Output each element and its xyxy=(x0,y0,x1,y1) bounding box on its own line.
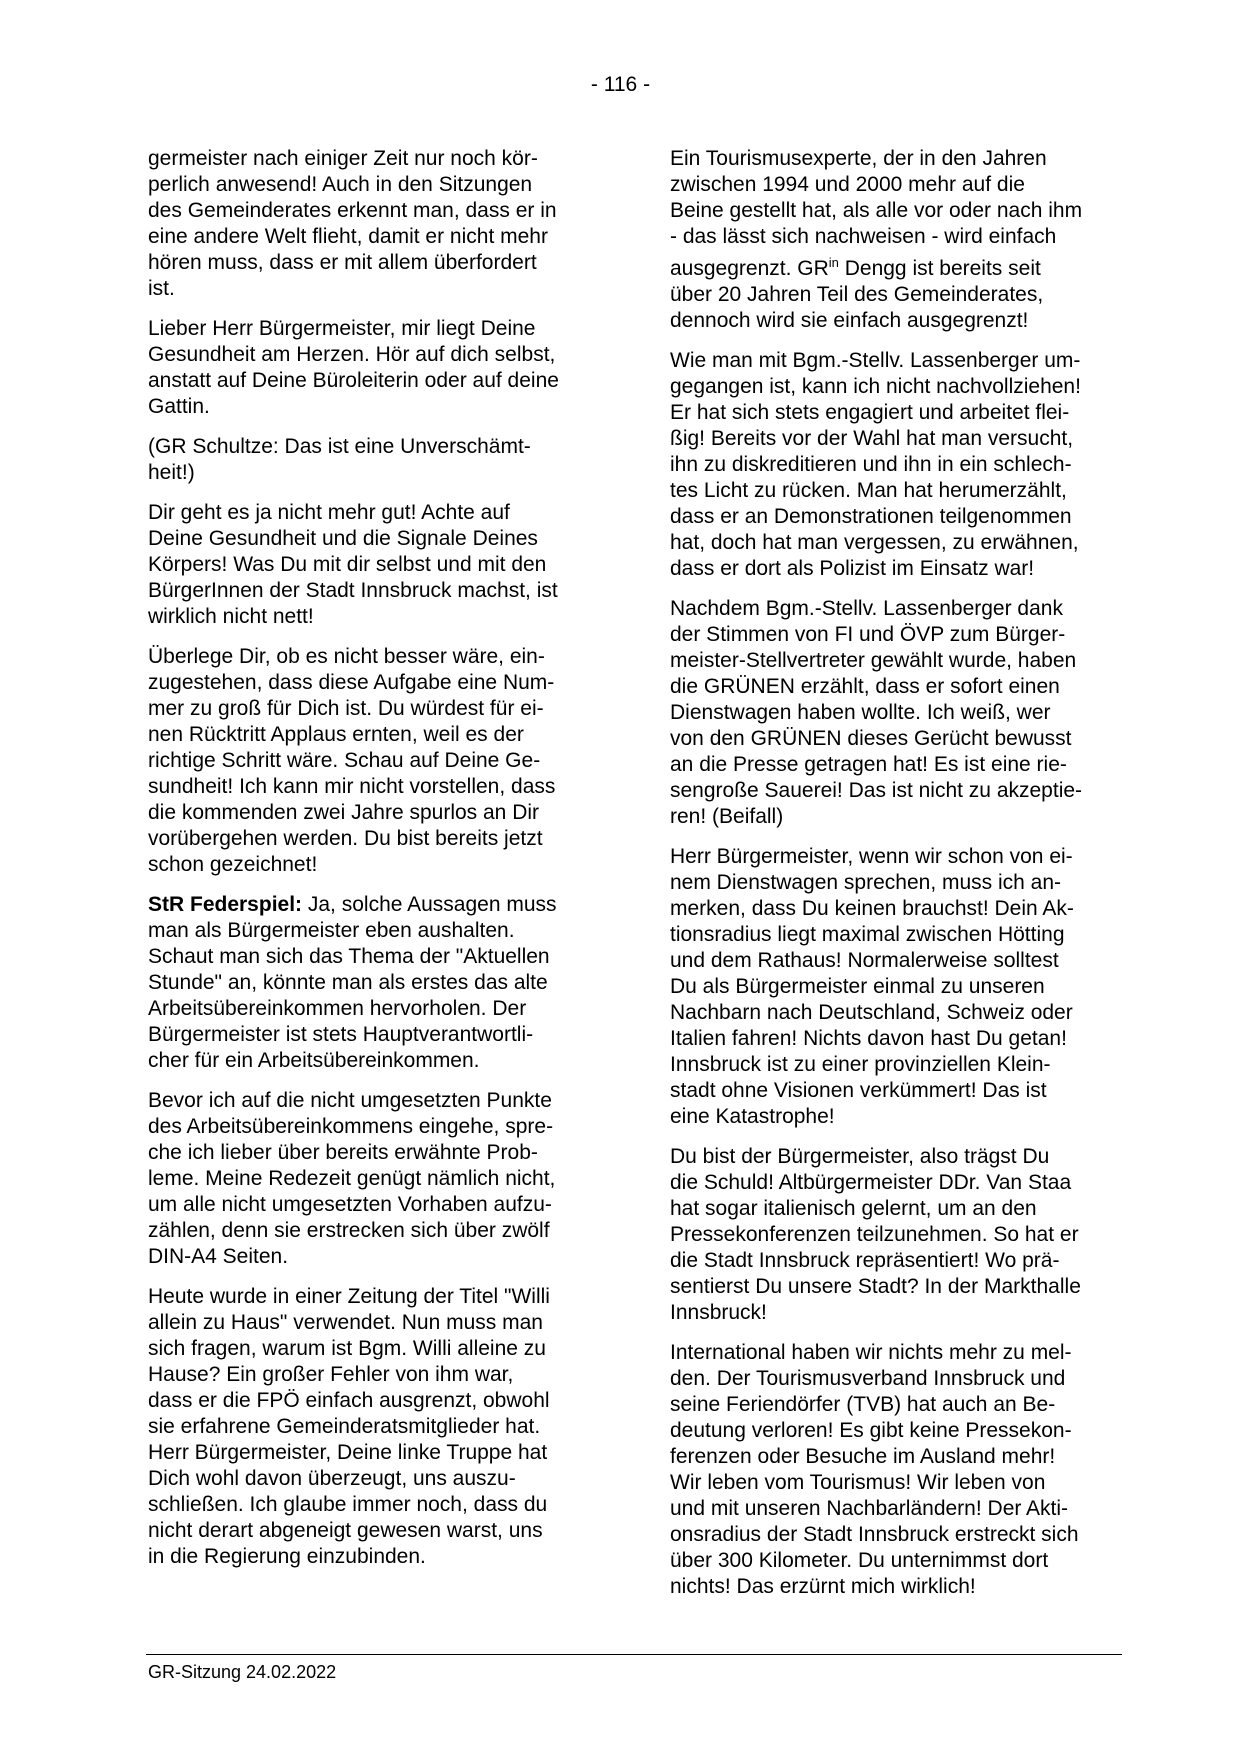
paragraph: Überlege Dir, ob es nicht besser wäre, ein- zugestehen, dass diese Aufgabe eine Num- mer zu groß für Dich ist. Du würdest für ei- nen Rücktritt Applaus ernten, weil es der richtige Schritt wäre. Schau auf Deine Ge- sundheit! Ich kann mir nicht vorstellen, dass die kommenden zwei Jahre spurlos an Dir vorübergehen werden. Du bist bereits jetzt schon gezeichnet! xyxy=(148,645,556,876)
paragraph: germeister nach einiger Zeit nur noch kör- perlich anwesend! Auch in den Sitzungen des Gemeinderates erkennt man, dass er in eine andere Welt flieht, damit er nicht mehr hören muss, dass er mit allem überfordert ist. xyxy=(148,147,557,300)
superscript: in xyxy=(828,255,839,270)
right-column xyxy=(670,146,1122,1614)
left-column xyxy=(148,146,600,1584)
footer-session-date: GR-Sitzung 24.02.2022 xyxy=(148,1662,337,1682)
paragraph: Nachdem Bgm.-Stellv. Lassenberger dank der Stimmen von FI und ÖVP zum Bürger- meister-Stellvertreter gewählt wurde, haben die GRÜNEN erzählt, dass er sofort einen Dienstwagen haben wollte. Ich weiß, wer von den GRÜNEN dieses Gerücht bewusst an die Presse getragen hat! Es ist eine rie- sengroße Sauerei! Das ist nicht zu akzeptie- ren! (Beifall) xyxy=(670,597,1083,828)
paragraph: Du bist der Bürgermeister, also trägst Du die Schuld! Altbürgermeister DDr. Van Staa hat sogar italienisch gelernt, um an den Pressekonferenzen teilzunehmen. So hat er die Stadt Innsbruck repräsentiert! Wo prä- sentierst Du unsere Stadt? In der Markthalle Innsbruck! xyxy=(670,1145,1081,1324)
speaker-name: StR Federspiel: xyxy=(148,893,303,916)
paragraph: Herr Bürgermeister, wenn wir schon von ei- nem Dienstwagen sprechen, muss ich an- merken, dass Du keinen brauchst! Dein Ak- tionsradius liegt maximal zwischen Hötting und dem Rathaus! Normalerweise solltest Du als Bürgermeister einmal zu unseren Nachbarn nach Deutschland, Schweiz oder Italien fahren! Nichts davon hast Du getan! Innsbruck ist zu einer provinziellen Klein- stadt ohne Visionen verkümmert! Das ist eine Katastrophe! xyxy=(670,845,1074,1128)
paragraph-text: Ein Tourismusexperte, der in den Jahren zwischen 1994 und 2000 mehr auf die Beine gestellt hat, als alle vor oder nach ihm - das lässt sich nachweisen - wird einfach ausgegrenzt. GR xyxy=(670,147,1083,280)
paragraph xyxy=(670,146,1122,334)
paragraph: Wie man mit Bgm.-Stellv. Lassenberger um- gegangen ist, kann ich nicht nachvollziehen! Er hat sich stets engagiert und arbeitet flei- ßig! Bereits vor der Wahl hat man versucht, ihn zu diskreditieren und ihn in ein schlech- tes Licht zu rücken. Man hat herumerzählt, dass er an Demonstrationen teilgenommen hat, doch hat man vergessen, zu erwähnen, dass er dort als Polizist im Einsatz war! xyxy=(670,349,1081,580)
paragraph: Lieber Herr Bürgermeister, mir liegt Deine Gesundheit am Herzen. Hör auf dich selbst, anstatt auf Deine Büroleiterin oder auf deine Gattin. xyxy=(148,317,559,418)
footer-divider xyxy=(146,1654,1122,1655)
paragraph: Heute wurde in einer Zeitung der Titel "Willi allein zu Haus" verwendet. Nun muss man sich fragen, warum ist Bgm. Willi alleine zu Hause? Ein großer Fehler von ihm war, dass er die FPÖ einfach ausgrenzt, obwohl sie erfahrene Gemeinderatsmitglieder hat. Herr Bürgermeister, Deine linke Truppe hat Dich wohl davon überzeugt, uns auszu- schließen. Ich glaube immer noch, dass du nicht derart abgeneigt gewesen warst, uns in die Regierung einzubinden. xyxy=(148,1285,550,1568)
paragraph: Dir geht es ja nicht mehr gut! Achte auf Deine Gesundheit und die Signale Deines Körpers! Was Du mit dir selbst und mit den BürgerInnen der Stadt Innsbruck machst, ist wirklich nicht nett! xyxy=(148,501,558,628)
speaker-text: Ja, solche Aussagen muss man als Bürgermeister eben aushalten. Schaut man sich das Thema der "Aktuellen Stunde" an, könnte man als erstes das alte Arbeitsübereinkommen hervorholen. Der Bürgermeister ist stets Hauptverantwortli- cher für ein Arbeitsübereinkommen. xyxy=(148,893,557,1072)
paragraph-text: Dengg ist bereits seit über 20 Jahren Teil des Gemeinderates, dennoch wird sie einfach ausgegrenzt! xyxy=(670,257,1044,332)
paragraph: Bevor ich auf die nicht umgesetzten Punkte des Arbeitsübereinkommens eingehe, spre- che ich lieber über bereits erwähnte Prob- leme. Meine Redezeit genügt nämlich nicht, um alle nicht umgesetzten Vorhaben aufzu- zählen, denn sie erstrecken sich über zwölf DIN-A4 Seiten. xyxy=(148,1089,556,1268)
paragraph xyxy=(148,892,600,1074)
paragraph: (GR Schultze: Das ist eine Unverschämt- heit!) xyxy=(148,435,531,484)
paragraph: International haben wir nichts mehr zu mel- den. Der Tourismusverband Innsbruck und seine Feriendörfer (TVB) hat auch an Be- deutung verloren! Es gibt keine Pressekon- ferenzen oder Besuche im Ausland mehr! Wir leben vom Tourismus! Wir leben von und mit unseren Nachbarländern! Der Akti- onsradius der Stadt Innsbruck erstreckt sich über 300 Kilometer. Du unternimmst dort nichts! Das erzürnt mich wirklich! xyxy=(670,1341,1079,1598)
page-number: - 116 - xyxy=(590,73,651,96)
